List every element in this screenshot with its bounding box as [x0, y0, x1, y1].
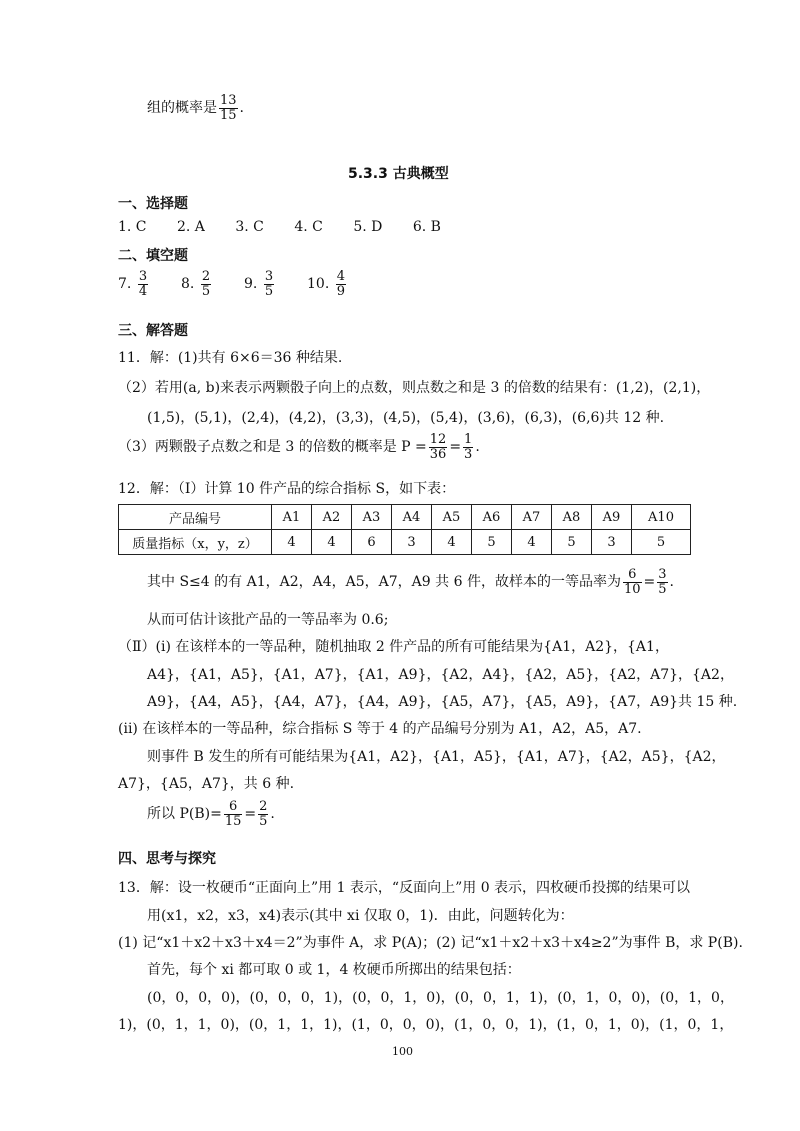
- table-cell: 3: [592, 530, 632, 555]
- q11-line-2: （2）若用(a, b)来表示两颗骰子向上的点数，则点数之和是 3 的倍数的结果有：(1,2)，(2,1)，: [118, 380, 711, 396]
- heading-multiple-choice: 一、选择题: [118, 196, 188, 212]
- table-cell: 5: [552, 530, 592, 555]
- multiple-choice-answers: [118, 219, 467, 235]
- table-header-cell: A9: [592, 505, 632, 530]
- q12-fraction-3: $\frac{6}{15}$: [224, 799, 242, 829]
- quality-index-table: [118, 504, 691, 555]
- table-header-cell: A7: [512, 505, 552, 530]
- answer-3: 3. C: [235, 219, 264, 235]
- table-row: [119, 505, 691, 530]
- fill-label-9: 9.: [244, 276, 258, 293]
- q12-line-9: A7}，{A5，A7}，共 6 种.: [118, 776, 295, 792]
- q12-line-8: 则事件 B 发生的所有可能结果为{A1，A2}，{A1，A5}，{A1，A7}，{A2，A5}，{A2，: [147, 749, 726, 765]
- q12-line-3: 从而可估计该批产品的一等品率为 0.6;: [147, 612, 389, 628]
- q12-line-2: 其中 S≤4 的有 A1，A2，A4，A5，A7，A9 共 6 件，故样本的一等品率为 $\frac{6}{10}$ = $\frac{3}{5}$ .: [147, 567, 674, 597]
- q12-line-5: A4}，{A1，A5}，{A1，A7}，{A1，A9}，{A2，A4}，{A2，A5}，{A2，A7}，{A2，: [147, 667, 734, 683]
- table-row: [119, 530, 691, 555]
- answer-1: 1. C: [118, 219, 147, 235]
- q11-line-3: (1,5)，(5,1)，(2,4)，(4,2)，(3,3)，(4,5)，(5,4)，(3,6)，(6,3)，(6,6)共 12 种.: [147, 410, 665, 426]
- table-header-cell: A10: [632, 505, 691, 530]
- heading-exploration: 四、思考与探究: [118, 851, 216, 867]
- answer-6: 6. B: [412, 219, 441, 235]
- q12-line-4: （Ⅱ）(i) 在该样本的一等品种，随机抽取 2 件产品的所有可能结果为{A1，A2}，{A1，: [118, 639, 669, 655]
- table-cell: 4: [312, 530, 352, 555]
- fill-fraction-10: $\frac{4}{9}$: [336, 269, 345, 299]
- q12-line-6: A9}，{A4，A5}，{A4，A7}，{A4，A9}，{A5，A7}，{A5，A9}，{A7，A9}共 15 种.: [147, 694, 738, 710]
- table-header-cell: A6: [472, 505, 512, 530]
- q12-line-7: (ii) 在该样本的一等品种，综合指标 S 等于 4 的产品编号分别为 A1，A2，A5，A7.: [118, 721, 642, 737]
- page-number: 100: [392, 1045, 413, 1058]
- fill-fraction-8: $\frac{2}{5}$: [201, 269, 211, 299]
- fill-in-answers: [118, 270, 348, 298]
- table-header-cell: A2: [312, 505, 352, 530]
- fill-label-7: 7.: [118, 276, 132, 293]
- table-row-label: 质量指标（x，y，z）: [119, 530, 272, 555]
- prev-answer-line: 组的概率是 $\frac{13}{15}$ .: [147, 93, 244, 123]
- q12-fraction-2: $\frac{3}{5}$: [658, 567, 667, 597]
- answer-4: 4. C: [294, 219, 323, 235]
- q12-fraction-1: $\frac{6}{10}$: [623, 567, 641, 597]
- q13-line-2: 用(x1，x2，x3，x4)表示(其中 xi 仅取 0，1)．由此，问题转化为：: [147, 908, 574, 924]
- heading-solutions: 三、解答题: [118, 323, 188, 339]
- table-cell: 5: [632, 530, 691, 555]
- q13-line-4: 首先，每个 xi 都可取 0 或 1，4 枚硬币所掷出的结果包括：: [147, 962, 521, 978]
- answer-5: 5. D: [353, 219, 383, 235]
- table-cell: 5: [472, 530, 512, 555]
- q12-fraction-4: $\frac{2}{5}$: [259, 799, 268, 829]
- heading-fill-in: 二、填空题: [118, 248, 188, 264]
- fill-fraction-9: $\frac{3}{5}$: [264, 269, 274, 299]
- table-header-cell: A4: [392, 505, 432, 530]
- table-cell: 4: [272, 530, 312, 555]
- prev-answer-text: 组的概率是: [147, 100, 217, 117]
- q12-first-grade-text: 其中 S≤4 的有 A1，A2，A4，A5，A7，A9 共 6 件，故样本的一等品率为: [147, 574, 621, 591]
- q13-line-1: 13．解：设一枚硬币“正面向上”用 1 表示，“反面向上”用 0 表示，四枚硬币投掷的结果可以: [118, 880, 691, 896]
- q11-fraction-2: $\frac{1}{3}$: [464, 432, 473, 462]
- q11-line-4: （3）两颗骰子点数之和是 3 的倍数的概率是 P = $\frac{12}{36}$ = $\frac{1}{3}$ .: [118, 432, 480, 462]
- table-header-label: 产品编号: [119, 505, 272, 530]
- q12-line-1: 12．解：（Ⅰ）计算 10 件产品的综合指标 S，如下表：: [118, 481, 456, 497]
- q13-line-3: (1) 记“x1＋x2＋x3＋x4＝2”为事件 A，求 P(A)；(2) 记“x1＋x2＋x3＋x4≥2”为事件 B，求 P(B).: [118, 935, 743, 951]
- q11-prob-text: （3）两颗骰子点数之和是 3 的倍数的概率是 P =: [118, 439, 427, 456]
- table-header-cell: A3: [352, 505, 392, 530]
- fill-label-8: 8.: [181, 276, 195, 293]
- q13-line-5: (0，0，0，0)，(0，0，0，1)，(0，0，1，0)，(0，0，1，1)，(0，1，0，0)，(0，1，0，: [147, 990, 734, 1006]
- table-cell: 6: [352, 530, 392, 555]
- fill-fraction-7: $\frac{3}{4}$: [138, 269, 148, 299]
- table-header-cell: A1: [272, 505, 312, 530]
- section-title: 5.3.3 古典概型: [348, 166, 449, 182]
- q12-line-10: 所以 P(B)= $\frac{6}{15}$ = $\frac{2}{5}$ .: [147, 799, 275, 829]
- table-cell: 4: [512, 530, 552, 555]
- q13-line-6: 1)，(0，1，1，0)，(0，1，1，1)，(1，0，0，0)，(1，0，0，1)，(1，0，1，0)，(1，0，1，: [118, 1017, 734, 1033]
- answer-2: 2. A: [176, 219, 205, 235]
- table-header-cell: A8: [552, 505, 592, 530]
- fill-label-10: 10.: [307, 276, 330, 293]
- table-header-cell: A5: [432, 505, 472, 530]
- q12-pb-text: 所以 P(B)=: [147, 806, 222, 823]
- prev-answer-fraction: $\frac{13}{15}$: [220, 93, 237, 123]
- table-cell: 3: [392, 530, 432, 555]
- q11-fraction-1: $\frac{12}{36}$: [429, 432, 447, 462]
- q11-line-1: 11．解：(1)共有 6×6＝36 种结果.: [118, 350, 343, 366]
- table-cell: 4: [432, 530, 472, 555]
